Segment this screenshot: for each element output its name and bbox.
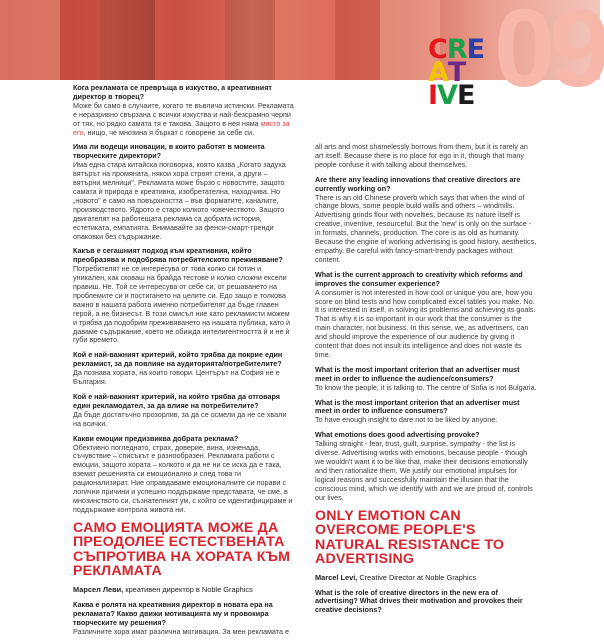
answer: To have enough insight to dare not to be liked by anyone. (315, 415, 498, 425)
logo-row-3: I V E (428, 80, 475, 111)
answer: Да познава хората, на които говори. Центърът на София не е България. (73, 368, 280, 387)
question: What is the current approach to creativity which reforms and improves the consumer experience? (315, 269, 523, 288)
answer: To know the people, it is talking to. The centre of Sofia is not Bulgaria. (315, 382, 537, 392)
author-name: Marcel Levi, (315, 572, 358, 582)
answer (73, 102, 295, 138)
question: Какви емоции предизвиква добрата реклама? (73, 433, 239, 443)
bulgarian-column (73, 84, 295, 642)
author-byline (315, 573, 537, 582)
author-role: Creative Director at Noble Graphics (357, 572, 477, 582)
author-name: Марсел Леви, (73, 584, 124, 594)
creative-logo (428, 34, 498, 111)
question: What is the most important criterion that an advertiser must meet in order to influence the audience/consumers? (315, 364, 520, 383)
answer: Talking straight - fear, trust, guilt, surprise, sympathy - the list is diverse. Advertising works with emotions, because people - though we wouldn't want it to be like that, make their decisions emotionally and then rationalize them. We justify our emotional impulses for logical reasons and successfully maintain the illusion that the conscious mind, which we identify with and we are proud of, controls our lives. (315, 439, 533, 502)
answer-text: , нищо, че мнозина я бъркат с говорене за себе си. (83, 127, 254, 137)
highlight-text: място за его (73, 118, 290, 137)
answer: Потребителят не се интересува от това колко си готин и уникален, как сковаш на брайда тестове и колко сложни ексели правиш. Не. Той се интересува от себе си, от решаването на проблемите си и постигането на целите си. Едо защо е толкова важно в нашата работа именно потребителят да бъде главен герой, а не бизнесът. В този смисъл ние като рекламисти можем и трябва да подобрим преживяването на нашата публика, като ѝ даваме съдържание, което не обижда интелигентността ѝ и не ѝ губи времето. (73, 264, 291, 345)
logo-row-2: A T (428, 57, 466, 88)
answer: all arts and most shamelessly borrows from them, but it is rarely an art itself. Because there is no place for ego in it, though that many people confuse it with talking about themselves. (315, 142, 528, 169)
answer: A consumer is not interested in how cool or unique you are, how you score on blind tests and how complicated excel tables you make. No. It is interested in itself, in solving its problems and achieving its goals. That is why it is so important in our work that the consumer is the main character, not business. In this sense, we, as advertisers, can and should improve the experience of our audience by giving it content that does not insult its intelligence and does not waste its time. (315, 287, 536, 359)
question: Кога рекламата се превръща в изкуство, а креативният директор в творец? (73, 83, 272, 101)
answer: Различните хора имат различна мотивация. За мен рекламата е (73, 626, 289, 636)
question: Кой е най-важният критерий, на който трябва да отговаря един рекламодател, за да влияе на потребителите? (73, 392, 280, 410)
question: Какъв е сегашният подход към креативния, който преобразява и подобрява потребителското преживяване? (73, 246, 283, 265)
author-role: креативен директор в Noble Graphics (123, 584, 253, 594)
answer-text: Може би само в случаите, когато те въвлича истински. Рекламата е неразривно свързана с всички изкуства и най-безсрамно черпи от тях, но рядко самата тя е такова. Защото в нея няма (73, 100, 294, 128)
answer: Обективно погледнато, страх, доверие, вина, изненада, съчувствие – списъкът е разнообразен. Рекламата работи с емоции, защото хората – колкото и да не ни се иска да е така, вземат решенията си емоционално и след това ги рационализират. Ние оправдаваме емоционалните си порави с логични причини и успешно поддържаме представата, че сме, в мнозинството си, съзнателният ум, с който се идентифицираме и поддържаме контрола живота ни. (73, 442, 293, 514)
question: Каква е ролята на креативния директор в новата ера на рекламата? Какво движи мотивацията му и провокира творческите му решения? (73, 599, 273, 627)
question: Кой е най-важният критерий, който трябва да покрие един рекламист, за да повлияе на аудиторията/потребителите? (73, 350, 283, 369)
logo-row-1: C R E (428, 34, 485, 65)
answer: There is an old Chinese proverb which says that when the wind of change blows, some people build walls and others – windmills. Advertising grinds flour with novelties, because its nature itself is creative, inventive, resourceful. But the 'new' is only on the surface - in formats, channels, production. The core is as old as humanity. Because the engine of working advertising is good history, aesthetics, empathy. Be careful with fancy-smart-trendy packages without content. (315, 192, 537, 264)
answer: Има една стара китайска поговорка, която казва „Когато задуха вятърът на промяната, някои хора строят стени, а други – вятърни мелници". Рекламата може бързо с новостите, защото самата ѝ природа е креативна, изобретателна, находчива. Но „новото" е само на повърхността – във форматите, каналите, производството. Ядрото е старо колкото човечеството. Защото двигателят на работещата реклама са добрата история, естетиката, емпатията. Внимавайте за фенси-смарт-тренди опаковки без съдържание. (73, 160, 286, 241)
page-number: 09 (494, 0, 604, 110)
question: Има ли водещи иновации, в които работят в момента творческите директори? (73, 142, 265, 161)
question: Are there any leading innovations that creative directors are currently working on? (315, 174, 521, 193)
question: What emotions does good advertising provoke? (315, 430, 480, 440)
question: What is the role of creative directors in the new era of advertising? What drives their motivation and provokes their creative decisions? (315, 587, 523, 615)
author-byline (73, 585, 295, 594)
english-column (315, 143, 537, 615)
pull-quote-headline: ONLY EMOTION CAN OVERCOME PEOPLE'S NATURAL RESISTANCE TO ADVERTISING (315, 507, 505, 568)
pull-quote-headline: САМО ЕМОЦИЯТА МОЖЕ ДА ПРЕОДОЛЕЕ ЕСТЕСТВЕНАТА СЪПРОТИВА НА ХОРАТА КЪМ РЕКЛАМАТА (73, 519, 291, 580)
answer: Да бъде достатъчно прозорлив, за да се осмели да не се хвали на всички. (73, 409, 287, 428)
question: What is the most important criterion that an advertiser must meet in order to influence consumers? (315, 397, 520, 416)
